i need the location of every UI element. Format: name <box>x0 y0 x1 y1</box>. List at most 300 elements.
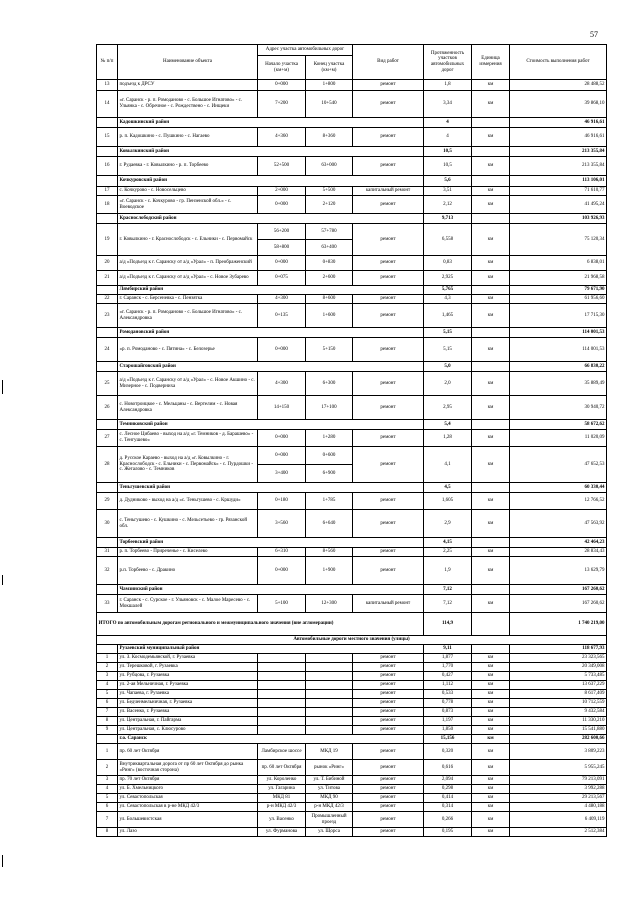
length-unit: км <box>472 295 510 304</box>
segment-start <box>258 654 306 663</box>
row-number: 25 <box>97 372 118 396</box>
table-row <box>97 372 607 396</box>
object-name: с. Лесное Цибаево - выход на а/д «г. Темников - д. Барашево» - с. Тенгушево» <box>118 430 258 447</box>
table-row <box>97 794 607 803</box>
table-row <box>97 187 607 196</box>
length-unit: км <box>472 690 510 699</box>
work-cost: 6 838,01 <box>510 256 607 271</box>
row-number: 31 <box>97 548 118 557</box>
segment-end: 57+780 <box>306 224 353 240</box>
table-row <box>97 828 607 837</box>
segment-length: 2,0 <box>424 372 472 396</box>
segment-end: 6+640 <box>306 510 353 538</box>
work-type: ремонт <box>353 557 424 585</box>
length-unit: км <box>472 271 510 286</box>
table-row <box>97 744 607 760</box>
section-unit <box>472 420 510 430</box>
segment-end: Промышленный проезд <box>306 812 353 828</box>
length-unit: км <box>472 663 510 672</box>
length-unit: км <box>472 224 510 256</box>
object-name: ул. Васенко, г. Рузаевка <box>118 708 258 717</box>
section-cost: 79 671,90 <box>510 286 607 295</box>
section-unit <box>472 286 510 295</box>
work-cost: 114 001,53 <box>510 338 607 362</box>
section-cost: 58 672,62 <box>510 420 607 430</box>
segment-end: 1+900 <box>306 557 353 585</box>
segment-end: рынок «Ринг» <box>306 760 353 776</box>
row-number: 18 <box>97 196 118 214</box>
section-title: Ковылкинский район <box>118 147 424 157</box>
object-name: ул. З. Космодемьянской, г. Рузаевка <box>118 654 258 663</box>
segment-start <box>258 681 306 690</box>
segment-length: 1,877 <box>424 654 472 663</box>
object-name: «г. Саранск - с. Кочкурово - гр. Пензенской обл.» - с. Воеводское <box>118 196 258 214</box>
section-cost: 114 001,53 <box>510 328 607 338</box>
segment-start: 0+135 <box>258 304 306 328</box>
segment-end: 5+500 <box>306 187 353 196</box>
work-type: ремонт <box>353 726 424 735</box>
segment-start <box>258 672 306 681</box>
segment-end: ул. Щорса <box>306 828 353 837</box>
table-row <box>97 510 607 538</box>
table-row <box>97 304 607 328</box>
object-name: подъезд к ДРСУ <box>118 80 258 91</box>
segment-start: 6+310 <box>258 548 306 557</box>
length-unit: км <box>472 128 510 147</box>
work-type: ремонт <box>353 304 424 328</box>
section-spacer <box>97 585 118 595</box>
work-cost: 46 916,61 <box>510 128 607 147</box>
section-length: 5,4 <box>424 420 472 430</box>
segment-end: 5+150 <box>306 338 353 362</box>
object-name: г. Ковылкино - г. Краснослободск - с. Ельники - с. Первомайск <box>118 224 258 256</box>
segment-length: 0,616 <box>424 760 472 776</box>
work-type: ремонт <box>353 690 424 699</box>
segment-start: 56+200 <box>258 224 306 240</box>
section-spacer <box>97 362 118 372</box>
segment-start <box>258 708 306 717</box>
work-cost: 17 715,30 <box>510 304 607 328</box>
work-cost: 167 260,62 <box>510 595 607 613</box>
section-title: Теньгушевский район <box>118 483 424 493</box>
object-name: г. Саранск - с. Берсеневка - с. Пензятка <box>118 295 258 304</box>
row-number: 21 <box>97 271 118 286</box>
header-num: № п/п <box>97 45 118 80</box>
segment-start: 0+180 <box>258 493 306 510</box>
section-spacer <box>97 538 118 548</box>
table-row <box>97 338 607 362</box>
object-name: «г. Саранск - р. п. Ромоданово - с. Большое Игнатово» - с. Александровка <box>118 304 258 328</box>
header-work: Вид работ <box>353 45 424 80</box>
table-row <box>97 80 607 91</box>
table-row <box>97 663 607 672</box>
header-address-group: Адрес участка автомобильных дорог <box>258 45 353 56</box>
table-row <box>97 157 607 176</box>
length-unit: км <box>472 510 510 538</box>
work-type: ремонт <box>353 776 424 785</box>
length-unit: км <box>472 726 510 735</box>
section-cost: 60 330,44 <box>510 483 607 493</box>
work-cost: 30 940,72 <box>510 396 607 420</box>
row-number: 4 <box>97 681 118 690</box>
segment-length: 2,094 <box>424 776 472 785</box>
header-unit: Единица измерения <box>472 45 510 80</box>
table-row <box>97 726 607 735</box>
table-row <box>97 493 607 510</box>
section-length: 5,15 <box>424 328 472 338</box>
segment-start <box>258 663 306 672</box>
table-row <box>97 557 607 585</box>
segment-end <box>306 690 353 699</box>
segment-length: 1,850 <box>424 726 472 735</box>
section-spacer <box>97 645 118 654</box>
work-cost: 47 563,92 <box>510 510 607 538</box>
section-unit <box>472 328 510 338</box>
section-spacer <box>97 286 118 295</box>
length-unit: км <box>472 699 510 708</box>
row-number: 24 <box>97 338 118 362</box>
local-roads-header-row <box>97 636 607 645</box>
row-number: 6 <box>97 803 118 812</box>
work-type: ремонт <box>353 493 424 510</box>
length-unit: км <box>472 744 510 760</box>
row-number: 7 <box>97 812 118 828</box>
work-type: ремонт <box>353 256 424 271</box>
length-unit: км <box>472 548 510 557</box>
work-cost: 47 652,53 <box>510 447 607 483</box>
table-row <box>97 256 607 271</box>
work-cost: 3 992,288 <box>510 785 607 794</box>
section-row <box>97 420 607 430</box>
table-row <box>97 760 607 776</box>
length-unit: км <box>472 256 510 271</box>
section-title: Старошайговский район <box>118 362 424 372</box>
work-type: ремонт <box>353 681 424 690</box>
segment-length: 1,9 <box>424 557 472 585</box>
local-roads-header: Автомобильные дороги местного значения (улицы) <box>97 636 607 645</box>
work-type: ремонт <box>353 828 424 837</box>
section-cost: 213 355,84 <box>510 147 607 157</box>
segment-start: 52+500 <box>258 157 306 176</box>
section-row <box>97 362 607 372</box>
row-number: 26 <box>97 396 118 420</box>
segment-start <box>258 690 306 699</box>
segment-start: ул. Короленко <box>258 776 306 785</box>
work-cost: 79 213,091 <box>510 776 607 785</box>
segment-start: 0+000 <box>258 196 306 214</box>
length-unit: км <box>472 812 510 828</box>
row-number: 7 <box>97 708 118 717</box>
work-type: ремонт <box>353 812 424 828</box>
segment-length: 4 <box>424 128 472 147</box>
object-name: д. Дудниково - выход на а/д «с. Теньгушево - с. Кршуди» <box>118 493 258 510</box>
section-unit <box>472 585 510 595</box>
segment-end: 0+600 <box>306 447 353 465</box>
row-number: 8 <box>97 828 118 837</box>
total-cost: 1 740 219,00 <box>510 613 607 636</box>
row-number: 6 <box>97 699 118 708</box>
segment-length: 1,465 <box>424 304 472 328</box>
section-spacer <box>97 420 118 430</box>
length-unit: км <box>472 794 510 803</box>
work-cost: 12 766,52 <box>510 493 607 510</box>
row-number: 2 <box>97 760 118 776</box>
row-number: 8 <box>97 717 118 726</box>
segment-start: 58+800 <box>258 240 306 256</box>
section-cost: 103 926,93 <box>510 214 607 224</box>
object-name: а/д «Подъезд к г. Саранску от а/д «Урал» - с. Новое Акшино - с. Мизерное - с. Подверниха <box>118 372 258 396</box>
work-cost: 23 323,565 <box>510 654 607 663</box>
table-row <box>97 271 607 286</box>
section-title: Краснослободский район <box>118 214 424 224</box>
work-cost: 39 868,10 <box>510 91 607 118</box>
table-row <box>97 708 607 717</box>
length-unit: км <box>472 760 510 776</box>
length-unit: км <box>472 338 510 362</box>
section-length: 4,15 <box>424 538 472 548</box>
segment-start: Ламбирское шоссе <box>258 744 306 760</box>
segment-length: 2,12 <box>424 196 472 214</box>
segment-start: ул. Фурманова <box>258 828 306 837</box>
scan-margin-mark <box>2 575 3 585</box>
segment-start: 3+400 <box>258 465 306 483</box>
segment-end: 6+900 <box>306 465 353 483</box>
table-row <box>97 785 607 794</box>
segment-length: 1,28 <box>424 430 472 447</box>
segment-start: 5+100 <box>258 595 306 613</box>
segment-start <box>258 699 306 708</box>
row-number: 5 <box>97 690 118 699</box>
table-row <box>97 690 607 699</box>
segment-end: МКД 19 <box>306 744 353 760</box>
work-type: ремонт <box>353 372 424 396</box>
work-type: ремонт <box>353 510 424 538</box>
section-unit <box>472 362 510 372</box>
length-unit: км <box>472 672 510 681</box>
segment-length: 0,533 <box>424 690 472 699</box>
row-number: 1 <box>97 744 118 760</box>
section-row <box>97 286 607 295</box>
length-unit: км <box>472 828 510 837</box>
length-unit: км <box>472 430 510 447</box>
work-cost: 75 120,34 <box>510 224 607 256</box>
section-spacer <box>97 735 118 744</box>
segment-end <box>306 663 353 672</box>
section-title: Темниковский район <box>118 420 424 430</box>
segment-length: 2,925 <box>424 271 472 286</box>
segment-start: 0+000 <box>258 338 306 362</box>
section-row <box>97 585 607 595</box>
work-cost: 35 889,49 <box>510 372 607 396</box>
section-spacer <box>97 214 118 224</box>
segment-length: 4,1 <box>424 447 472 483</box>
work-cost: 2 512,384 <box>510 828 607 837</box>
work-cost: 5 733,485 <box>510 672 607 681</box>
object-name: ул. Б. Хмельницкого <box>118 785 258 794</box>
section-row <box>97 328 607 338</box>
segment-end <box>306 717 353 726</box>
work-cost: 71 610,77 <box>510 187 607 196</box>
row-number: 16 <box>97 157 118 176</box>
section-length: 5,6 <box>424 176 472 187</box>
segment-start: 0+000 <box>258 447 306 465</box>
length-unit: км <box>472 785 510 794</box>
segment-end: р-н МКД 42/3 <box>306 803 353 812</box>
object-name: ул. Терешковой, г. Рузаевка <box>118 663 258 672</box>
segment-length: 1,197 <box>424 717 472 726</box>
work-type: ремонт <box>353 785 424 794</box>
table-row <box>97 681 607 690</box>
work-type: ремонт <box>353 548 424 557</box>
table-row <box>97 224 607 240</box>
row-number: 17 <box>97 187 118 196</box>
row-number: 2 <box>97 663 118 672</box>
section-cost: 167 260,62 <box>510 585 607 595</box>
segment-start: 0+000 <box>258 557 306 585</box>
segment-end: 2+120 <box>306 196 353 214</box>
section-spacer <box>97 118 118 128</box>
road-works-table <box>96 44 606 837</box>
row-number: 3 <box>97 672 118 681</box>
work-cost: 9 432,584 <box>510 708 607 717</box>
segment-length: 0,83 <box>424 256 472 271</box>
row-number: 3 <box>97 776 118 785</box>
segment-end: 1+280 <box>306 430 353 447</box>
work-type: ремонт <box>353 672 424 681</box>
work-cost: 11 020,09 <box>510 430 607 447</box>
segment-length: 2,9 <box>424 510 472 538</box>
section-unit <box>472 538 510 548</box>
length-unit: км <box>472 708 510 717</box>
section-row <box>97 735 607 744</box>
section-unit <box>472 176 510 187</box>
object-name: ул. Бедченмельничная, г. Рузаевка <box>118 699 258 708</box>
object-name: г. Саранск - с. Сурское - г. Ульяновск - с. Малое Маресево - с. Мокшалей <box>118 595 258 613</box>
total-row <box>97 613 607 636</box>
section-row <box>97 483 607 493</box>
segment-end: ул. Т. Бибиной <box>306 776 353 785</box>
segment-start: 14+150 <box>258 396 306 420</box>
table-row <box>97 672 607 681</box>
length-unit: км <box>472 595 510 613</box>
total-length: 114,9 <box>424 613 472 636</box>
segment-end: МКД 90 <box>306 794 353 803</box>
work-type: капитальный ремонт <box>353 595 424 613</box>
header-length: Протяженность участков автомобильных дорог <box>424 45 472 80</box>
row-number: 27 <box>97 430 118 447</box>
segment-start <box>258 717 306 726</box>
table-row <box>97 654 607 663</box>
length-unit: км <box>472 681 510 690</box>
segment-end: 2+600 <box>306 271 353 286</box>
table-row <box>97 717 607 726</box>
section-title: Ромодановский район <box>118 328 424 338</box>
object-name: г. Рудаевка - г. Ковылкино - р. п. Торбеево <box>118 157 258 176</box>
segment-length: 10,5 <box>424 157 472 176</box>
object-name: ул. Севастопольская <box>118 794 258 803</box>
section-spacer <box>97 147 118 157</box>
segment-length: 3,34 <box>424 91 472 118</box>
total-label: ИТОГО по автомобильным дорогам регионального и межмуниципального значения (вне агломерации) <box>97 613 424 636</box>
segment-length: 4,3 <box>424 295 472 304</box>
segment-end: ул. Титова <box>306 785 353 794</box>
table-header-row <box>97 45 607 56</box>
segment-end: 8+600 <box>306 295 353 304</box>
section-cost: 113 106,01 <box>510 176 607 187</box>
segment-start: 0+000 <box>258 430 306 447</box>
row-number: 22 <box>97 295 118 304</box>
section-length: 10,5 <box>424 147 472 157</box>
object-name: ул. Лазо <box>118 828 258 837</box>
object-name: ул. Рубцова, г. Рузаевка <box>118 672 258 681</box>
work-cost: 10 712,559 <box>510 699 607 708</box>
section-title: Кочкуровский район <box>118 176 424 187</box>
scan-margin-mark <box>2 380 3 394</box>
length-unit: км <box>472 776 510 785</box>
segment-start: 0+000 <box>258 80 306 91</box>
table-row <box>97 595 607 613</box>
work-cost: 13 629,79 <box>510 557 607 585</box>
segment-length: 0,873 <box>424 708 472 717</box>
length-unit: км <box>472 304 510 328</box>
section-row <box>97 118 607 128</box>
object-name: р. п. Торбеево - Приреченье - с. Киселево <box>118 548 258 557</box>
section-spacer <box>97 328 118 338</box>
row-number: 19 <box>97 224 118 256</box>
work-cost: 28 488,52 <box>510 80 607 91</box>
length-unit: км <box>472 91 510 118</box>
table-row <box>97 295 607 304</box>
segment-start: 4+360 <box>258 128 306 147</box>
section-length: 15,156 <box>424 735 472 744</box>
segment-end: 1+800 <box>306 80 353 91</box>
object-name: пр. 70 лет Октября <box>118 776 258 785</box>
object-name: р.п. Торбеево - с. Дракино <box>118 557 258 585</box>
object-name: «г. Саранск - р. п. Ромоданово - с. Большое Игнатово» - с. Ульянка - с. Обречное - с. Рождествено - с. Инщеки <box>118 91 258 118</box>
work-type: ремонт <box>353 654 424 663</box>
section-unit <box>472 147 510 157</box>
work-cost: 21 968,58 <box>510 271 607 286</box>
segment-start: ул. Гагарина <box>258 785 306 794</box>
segment-start: 0+000 <box>258 256 306 271</box>
row-number: 15 <box>97 128 118 147</box>
row-number: 29 <box>97 493 118 510</box>
length-unit: км <box>472 80 510 91</box>
segment-end <box>306 726 353 735</box>
work-type: ремонт <box>353 430 424 447</box>
segment-end <box>306 681 353 690</box>
segment-length: 1,8 <box>424 80 472 91</box>
object-name: р. п. Кадошкино - с. Пушкино - с. Нагаево <box>118 128 258 147</box>
work-type: ремонт <box>353 447 424 483</box>
segment-end <box>306 654 353 663</box>
length-unit: км <box>472 654 510 663</box>
work-cost: 61 956,60 <box>510 295 607 304</box>
object-name: «р. п. Ромоданово - с. Пятина» - с. Белозерье <box>118 338 258 362</box>
work-cost: 15 541,880 <box>510 726 607 735</box>
section-cost: 46 916,61 <box>510 118 607 128</box>
segment-length: 6,558 <box>424 224 472 256</box>
work-cost: 213 355,84 <box>510 157 607 176</box>
segment-start: 4+300 <box>258 295 306 304</box>
segment-length: 1,605 <box>424 493 472 510</box>
section-title: Рузаевский муниципальный район <box>118 645 424 654</box>
object-name: с. Кочкурово - с. Новосельцево <box>118 187 258 196</box>
length-unit: км <box>472 187 510 196</box>
work-type: ремонт <box>353 91 424 118</box>
segment-end <box>306 672 353 681</box>
length-unit: км <box>472 372 510 396</box>
